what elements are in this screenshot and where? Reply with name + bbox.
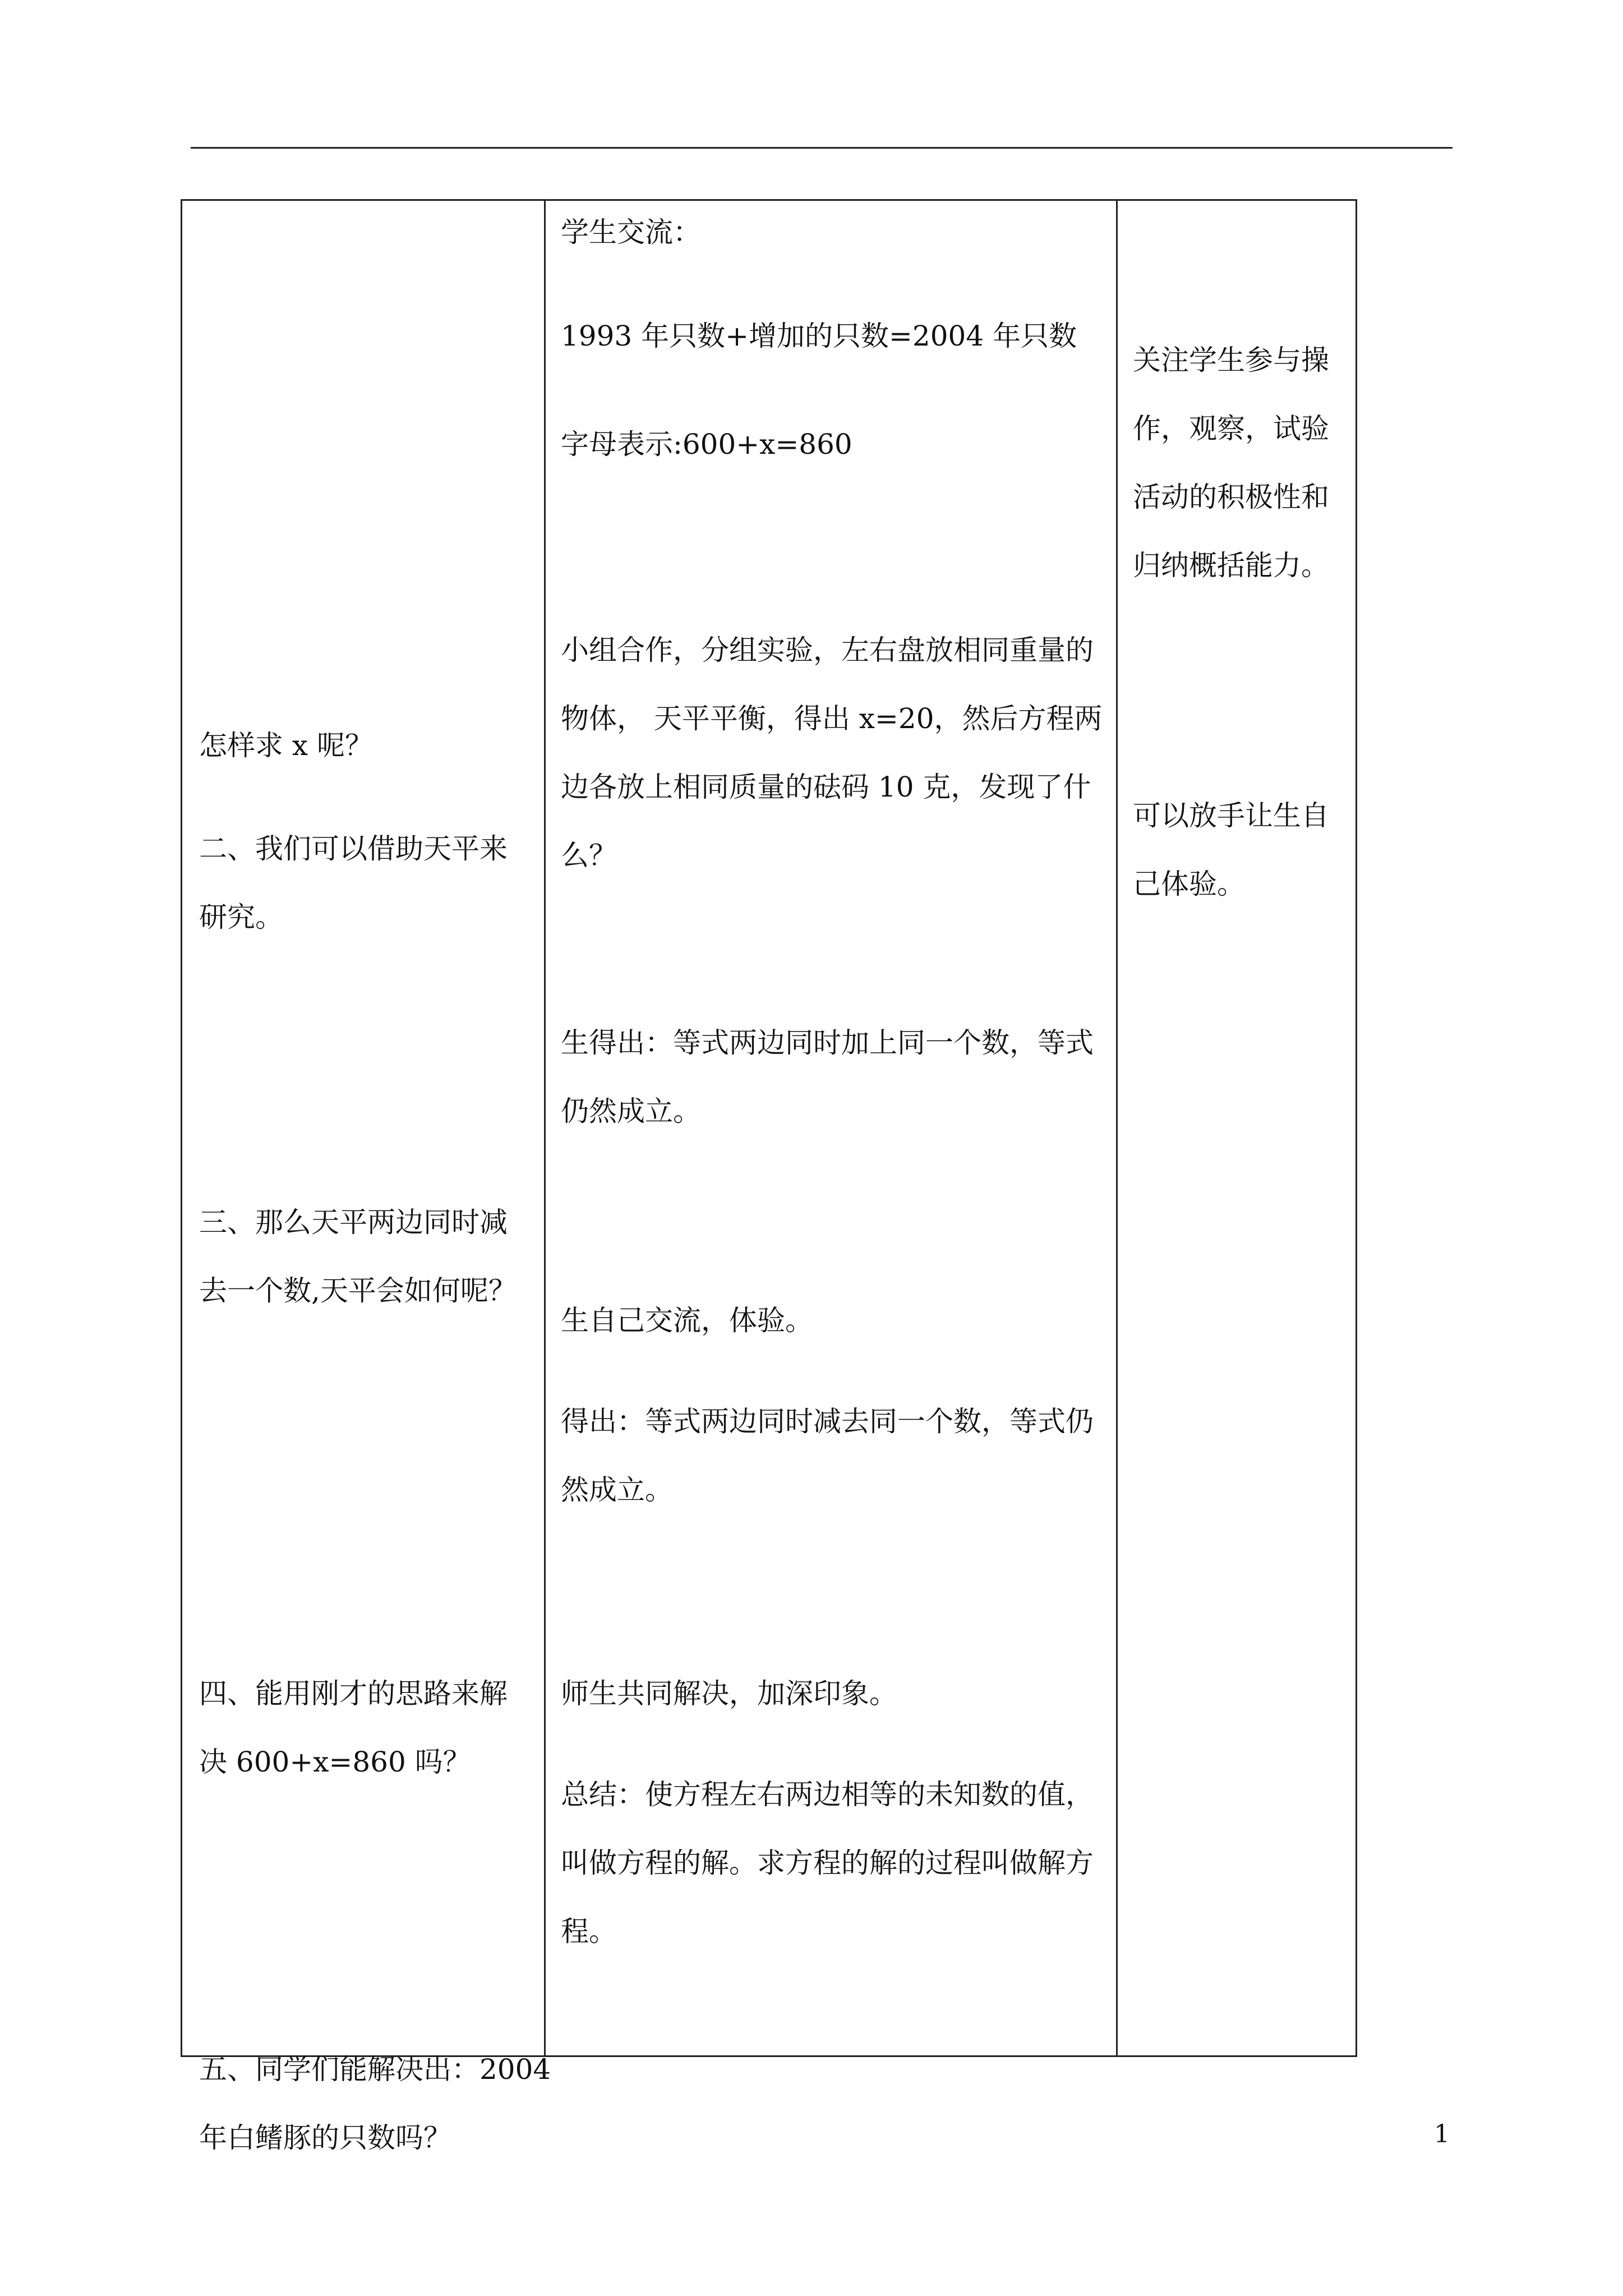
step-five-dolphin-count: 五、同学们能解决出：2004 年白鳍豚的只数吗？ <box>199 2053 551 2154</box>
group-experiment: 小组合作，分组实验，左右盘放相同重量的 物体， 天平平衡，得出 x=20，然后方程两 边各放上相同质量的砝码 10 克，发现了什 么？ <box>561 634 1103 872</box>
header-rule <box>191 147 1453 149</box>
conclusion-subtraction: 得出：等式两边同时减去同一个数，等式仍 然成立。 <box>561 1405 1094 1506</box>
teacher-activity-column <box>182 201 551 2154</box>
student-activity-column <box>544 201 1118 2055</box>
page-number: 1 <box>1434 2120 1450 2148</box>
letter-equation: 字母表示:600+x=860 <box>561 428 852 461</box>
step-four-solve-equation: 四、能用刚才的思路来解 决 600+x=860 吗？ <box>199 1677 508 1778</box>
summary-definition: 总结：使方程左右两边相等的未知数的值， 叫做方程的解。求方程的解的过程叫做解方 程。 <box>561 1778 1094 1948</box>
lesson-plan-table <box>181 199 1357 2154</box>
step-two-balance: 二、我们可以借助天平来 研究。 <box>199 832 508 933</box>
attention-note: 关注学生参与操 作，观察，试验 活动的积极性和 归纳概括能力。 <box>1133 344 1329 582</box>
question-how-to-solve: 怎样求 x 呢？ <box>199 729 373 762</box>
conclusion-addition: 生得出：等式两边同时加上同一个数，等式 仍然成立。 <box>561 1027 1094 1128</box>
design-intent-column <box>1116 201 1357 2055</box>
student-exchange-heading: 学生交流： <box>561 216 701 249</box>
self-exchange: 生自己交流，体验。 <box>561 1304 813 1337</box>
step-three-subtract: 三、那么天平两边同时减 去一个数,天平会如何呢？ <box>199 1206 517 1307</box>
word-equation: 1993 年只数+增加的只数=2004 年只数 <box>561 320 1077 352</box>
joint-solving: 师生共同解决，加深印象。 <box>561 1677 897 1710</box>
hands-on-note: 可以放手让生自 己体验。 <box>1133 799 1329 900</box>
